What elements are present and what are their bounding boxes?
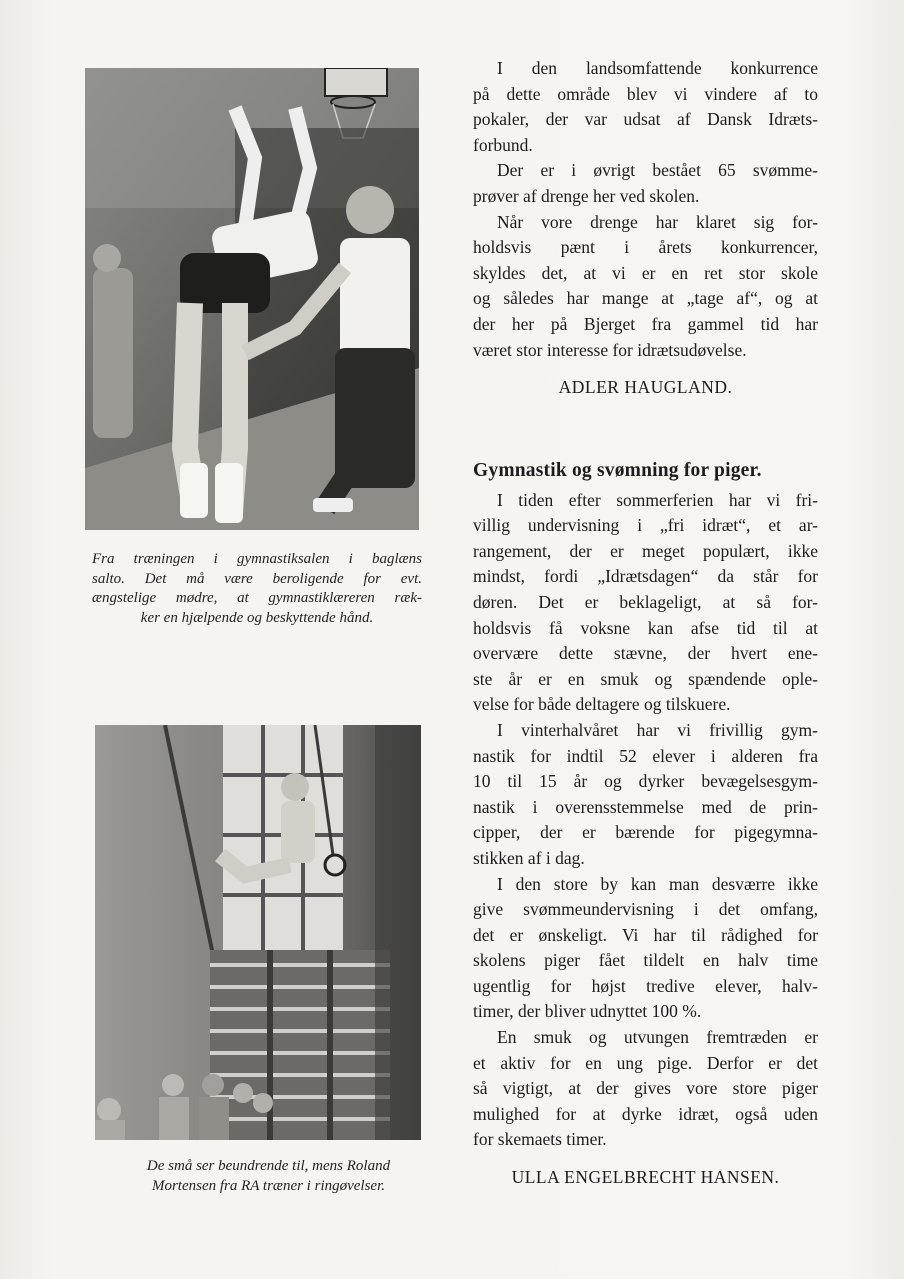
paragraph (473, 210, 818, 364)
text-line: og således har mange at „tage af“, og at (473, 288, 818, 309)
text-line: velse for både deltagere og tilskuere. (473, 694, 731, 715)
text-line: I vinterhalvåret har vi frivillig gym- (497, 719, 818, 740)
caption-line: De små ser beundrende til, mens Roland (146, 1158, 391, 1174)
paragraph (473, 488, 818, 718)
caption-line: Mortensen fra RA træner i ringøvelser. (151, 1177, 386, 1194)
text-line: på dette område blev vi vindere af to (473, 83, 818, 104)
text-line: Der er i øvrigt bestået 65 svømme- (497, 160, 818, 181)
text-line: holdsvis få voksne kan afse tid til at (473, 617, 818, 638)
gymnastics-salto-photo (85, 68, 419, 530)
paragraph (473, 718, 818, 872)
text-line: nastik i overensstemmelse med de prin- (473, 796, 818, 817)
text-line: stikken af i dag. (473, 847, 585, 868)
text-line: mulighed for at dyrke idræt, også uden (473, 1103, 818, 1124)
author-signature: ULLA ENGELBRECHT HANSEN. (511, 1167, 780, 1188)
text-line: I den store by kan man desværre ikke (497, 873, 818, 894)
text-line: døren. Det er beklageligt, at så for- (473, 591, 818, 612)
text-line: rangement, der er meget populært, ikke (473, 540, 818, 561)
text-line: villig undervisning i „fri idræt“, et ar- (473, 515, 818, 536)
text-line: et aktiv for en ung pige. Derfor er det (473, 1052, 818, 1073)
photo2-caption (102, 1157, 435, 1196)
text-line: nastik for indtil 52 elever i alderen fra (473, 745, 818, 766)
text-line: det er ønskeligt. Vi har til rådighed for (473, 924, 818, 945)
text-line: En smuk og utvungen fremtræden er (497, 1027, 818, 1048)
text-line: I den landsomfattende konkurrence (497, 58, 818, 78)
text-line: overvære dette stævne, der hvert ene- (473, 643, 818, 664)
text-line: I tiden efter sommerferien har vi fri- (497, 489, 818, 510)
text-line: skolens piger fået tildelt en halv time (473, 950, 818, 971)
text-line: pokaler, der var udsat af Dansk Idræts- (473, 109, 818, 130)
caption-line: salto. Det må være beroligende for evt. (92, 570, 422, 587)
paragraph (473, 872, 818, 1026)
article-adler-haugland (473, 56, 818, 401)
paragraph (473, 158, 818, 209)
article-gymnastics-girls (473, 458, 818, 1191)
text-line: der her på Bjerget fra gammel tid har (473, 313, 818, 334)
text-line: give svømmeundervisning i det omfang, (473, 899, 818, 920)
text-line: timer, der bliver udnyttet 100 %. (473, 1001, 702, 1022)
text-line: cipper, der er bærende for pigegymna- (473, 822, 818, 843)
text-line: prøver af drenge her ved skolen. (473, 185, 700, 206)
caption-line: Fra træningen i gymnastiksalen i baglæns (92, 551, 422, 567)
text-line: 10 til 15 år og dyrker bevægelsesgym- (473, 771, 818, 792)
text-line: Når vore drenge har klaret sig for- (497, 211, 818, 232)
text-line: skyldes det, at vi er en ret stor skole (473, 262, 818, 283)
author-signature: ADLER HAUGLAND. (558, 377, 733, 398)
ring-exercise-photo (95, 725, 421, 1140)
photo1-caption (92, 550, 422, 628)
article-heading: Gymnastik og svømning for piger. (473, 460, 762, 481)
paragraph (473, 1025, 818, 1153)
text-line: ugentlig for højst tredive elever, halv- (473, 975, 818, 996)
text-line: ste år er en smuk og spændende ople- (473, 668, 818, 689)
caption-line: ængstelige mødre, at gymnastiklæreren ræk- (92, 590, 422, 606)
text-line: mindst, fordi „Idrætsdagen“ da står for (473, 566, 818, 587)
text-line: været stor interesse for idrætsudøvelse. (473, 339, 747, 360)
caption-line: ker en hjælpende og beskyttende hånd. (140, 609, 374, 626)
text-line: for skemaets timer. (473, 1129, 607, 1150)
text-line: så vigtigt, at der gives vore store piger (473, 1078, 818, 1099)
paragraph (473, 56, 818, 158)
text-line: holdsvis pænt i årets konkurrencer, (473, 237, 818, 258)
text-line: forbund. (473, 134, 533, 155)
